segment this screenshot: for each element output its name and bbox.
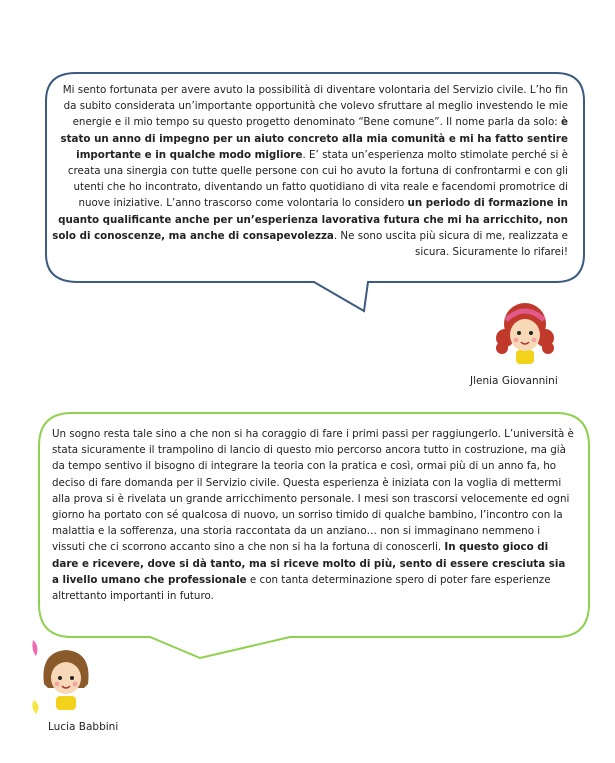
text-segment: . Ne sono uscita più sicura di me, realizzata e sicura. Sicuramente lo rifarei! xyxy=(333,229,568,259)
bold-text-segment: In questo gioco di dare e ricevere, dove si dà tanto, ma si riceve molto di più, sento di essere cresciuta sia a livello umano che professionale xyxy=(52,541,566,586)
text-segment: Un sogno resta tale sino a che non si ha coraggio di fare i primi passi per raggiungerlo. L’università è stata sicuramente il trampolino di lancio di questo mio percorso ancora tutto in costruzione, ma già da tempo sentivo il bisogno di integrare la teoria con la pratica e così, ormai più di un anno fa, ho deciso di fare domanda per il Servizio civile. Questa esperienza è iniziata con la voglia di mettermi alla prova si è rivelata un grande arricchimento personale. I mesi son trascorsi velocemente ed ogni giorno ha portato con sé qualcosa di nuovo, un sorriso timido di qualche bambino, l’incontro con la malattia e la sofferenza, una storia raccontata da un anziano… non si immaginano nemmeno i vissuti che ci scorrono accanto sino a che non si ha la fortuna di conoscerli. xyxy=(52,428,574,554)
author-name-2: Lucia Babbini xyxy=(48,721,119,733)
text-segment: . E’ stata un’esperienza molto stimolate perché si è creata una sinergia con tutte quelle persone con cui ho avuto la fortuna di confrontarmi e con gli utenti che ho incontrato, diventando un fatto quotidiano di vita reale e facendomi promotrice di nuove iniziative. L’anno trascorso come volontaria lo considero xyxy=(67,148,568,210)
face xyxy=(51,662,81,694)
girl-avatar-2 xyxy=(36,644,96,710)
face xyxy=(510,319,540,351)
bold-text-segment: un periodo di formazione in quanto qualificante anche per un’esperienza lavorativa futura che mi ha arricchito, non solo di conoscenze, ma anche di consapevolezza xyxy=(52,197,568,242)
author-name-1: Jlenia Giovannini xyxy=(470,375,558,387)
bold-text-segment: è stato un anno di impegno per un aiuto concreto alla mia comunità e mi ha fatto sentire importante e in qualche modo migliore xyxy=(60,116,568,161)
testimonial-text-2 xyxy=(52,426,574,604)
testimonial-text-1 xyxy=(50,82,568,260)
girl-avatar-1 xyxy=(494,300,556,366)
shirt xyxy=(56,696,76,710)
text-segment: e con tanta determinazione spero di poter fare esperienze altrettanto importanti in futuro. xyxy=(52,573,551,603)
shirt xyxy=(516,350,534,364)
text-segment: Mi sento fortunata per avere avuto la possibilità di diventare volontaria del Servizio civile. L’ho fin da subito considerata un’importante opportunità che volevo sfruttare al meglio investendo le mie energie e il mio tempo su questo progetto denominato “Bene comune”. Il nome parla da solo: xyxy=(62,84,568,129)
